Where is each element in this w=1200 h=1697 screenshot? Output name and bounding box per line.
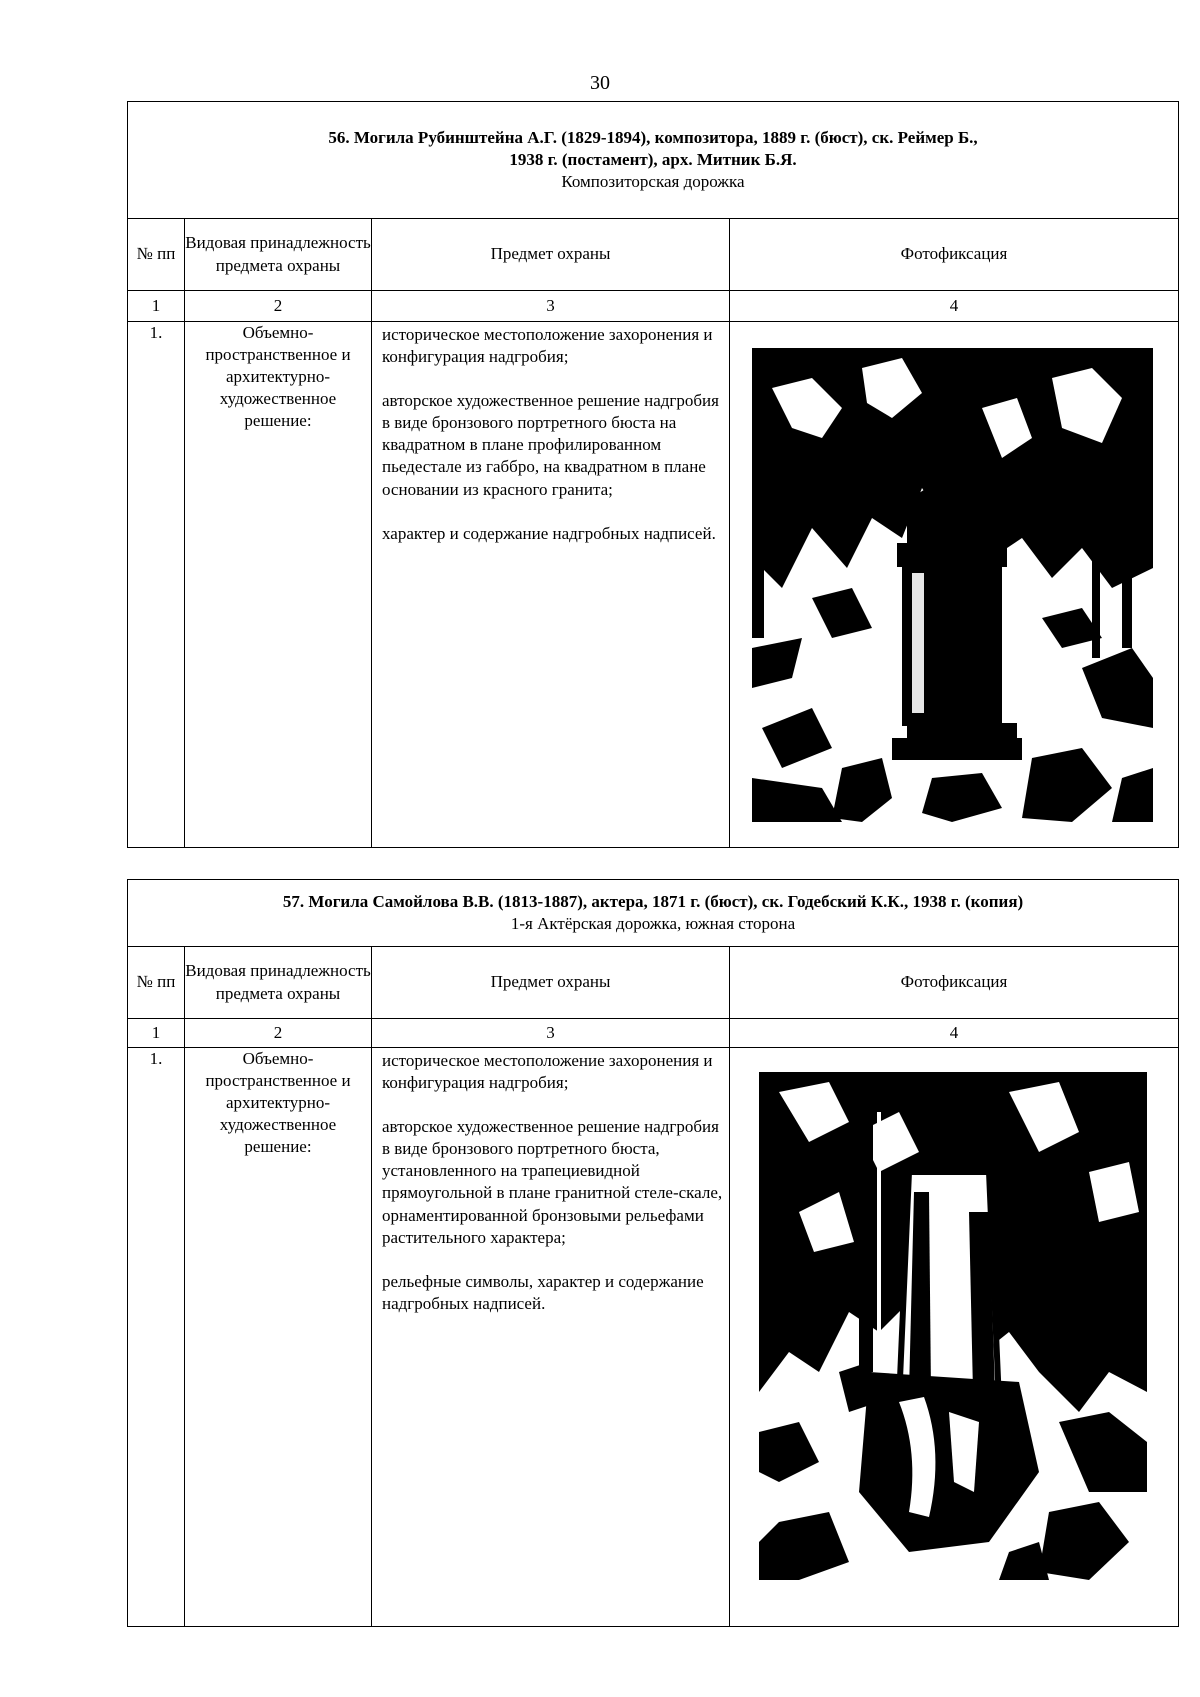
header-subject: Предмет охраны xyxy=(372,947,730,1019)
subject-paragraph: рельефные символы, характер и содержание надгробных надписей. xyxy=(382,1271,704,1313)
header-num: № пп xyxy=(128,947,185,1019)
col-number-1: 1 xyxy=(128,1019,185,1048)
header-subject: Предмет охраны xyxy=(372,219,730,291)
subject-paragraph: характер и содержание надгробных надписей. xyxy=(382,523,716,543)
row-subject xyxy=(372,322,730,848)
header-num: № пп xyxy=(128,219,185,291)
grave-photo-rubinstein xyxy=(752,348,1153,822)
header-photo: Фотофиксация xyxy=(730,947,1179,1019)
monument-location: Композиторская дорожка xyxy=(561,172,745,192)
col-number-2: 2 xyxy=(185,1019,372,1048)
subject-paragraph: историческое местоположение захоронения и конфигурация надгробия; xyxy=(382,1051,713,1093)
monument-title-cell xyxy=(128,880,1179,947)
monument-title-line1: 57. Могила Самойлова В.В. (1813-1887), актера, 1871 г. (бюст), ск. Годебский К.К., 1938 г. (копия) xyxy=(282,891,1024,911)
header-type: Видовая принадлежность предмета охраны xyxy=(185,947,372,1019)
row-subject xyxy=(372,1048,730,1627)
col-number-1: 1 xyxy=(128,291,185,322)
grave-photo-samoilov xyxy=(759,1072,1147,1580)
monument-title-line1: 56. Могила Рубинштейна А.Г. (1829-1894), композитора, 1889 г. (бюст), ск. Реймер Б., xyxy=(328,127,978,147)
col-number-4: 4 xyxy=(730,1019,1179,1048)
row-type: Объемно-пространственное и архитектурно-художественное решение: xyxy=(185,322,372,848)
page-number: 30 xyxy=(590,72,610,94)
monument-table-56 xyxy=(127,101,1179,848)
subject-paragraph: авторское художественное решение надгробия в виде бронзового портретного бюста, установленного на трапециевидной прямоугольной в плане гранитной стеле-скале, орнаментированной бронзовыми рельефами растительного характера; xyxy=(382,1117,723,1247)
photo-cell xyxy=(730,1048,1179,1627)
header-type: Видовая принадлежность предмета охраны xyxy=(185,219,372,291)
row-num: 1. xyxy=(128,1048,185,1627)
row-type: Объемно-пространственное и архитектурно-художественное решение: xyxy=(185,1048,372,1627)
subject-paragraph: авторское художественное решение надгробия в виде бронзового портретного бюста на квадратном в плане профилированном пьедестале из габбро, на квадратном в плане основании из красного гранита; xyxy=(382,391,719,499)
col-number-2: 2 xyxy=(185,291,372,322)
subject-paragraph: историческое местоположение захоронения и конфигурация надгробия; xyxy=(382,325,713,367)
col-number-3: 3 xyxy=(372,291,730,322)
monument-title-line2: 1938 г. (постамент), арх. Митник Б.Я. xyxy=(509,149,797,169)
row-num: 1. xyxy=(128,322,185,848)
col-number-4: 4 xyxy=(730,291,1179,322)
photo-cell xyxy=(730,322,1179,848)
monument-title-cell xyxy=(128,102,1179,219)
monument-table-57 xyxy=(127,879,1179,1627)
monument-location: 1-я Актёрская дорожка, южная сторона xyxy=(510,914,796,933)
col-number-3: 3 xyxy=(372,1019,730,1048)
header-photo: Фотофиксация xyxy=(730,219,1179,291)
